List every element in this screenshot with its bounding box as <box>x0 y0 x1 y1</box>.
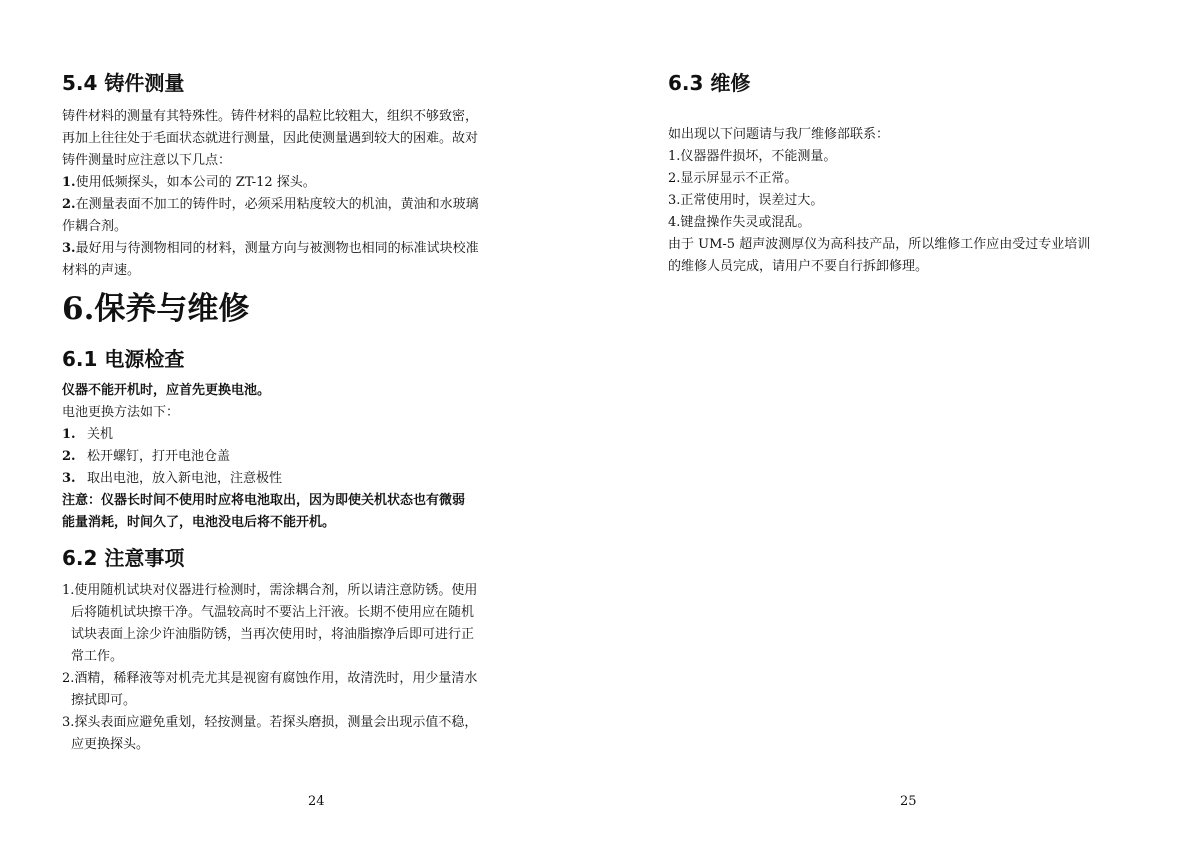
step-number: 3. <box>62 471 76 486</box>
paragraph-line: 铸件材料的测量有其特殊性。铸件材料的晶粒比较粗大，组织不够致密， <box>62 109 479 124</box>
section-6-1-title: 6.1 电源检查 <box>62 347 185 371</box>
paragraph-line: 铸件测量时应注意以下几点： <box>62 153 232 168</box>
battery-warning: 仪器不能开机时，应首先更换电池。 <box>62 383 271 398</box>
repair-condition: 2.显示屏显示不正常。 <box>668 171 798 186</box>
repair-condition: 3.正常使用时，误差过大。 <box>668 193 824 208</box>
paragraph-line: 再加上往往处于毛面状态就进行测量，因此使测量遇到较大的困难。故对 <box>62 131 479 146</box>
point-3 <box>62 238 479 260</box>
point-1 <box>62 172 479 194</box>
page-number-left: 24 <box>308 794 325 809</box>
section-6-2-title: 6.2 注意事项 <box>62 546 185 570</box>
section-6-2-body <box>62 580 477 756</box>
contact-intro: 如出现以下问题请与我厂维修部联系： <box>668 127 890 142</box>
page-number-right: 25 <box>900 794 917 809</box>
step-item <box>62 446 465 468</box>
note-line: 注意：仪器长时间不使用时应将电池取出，因为即使关机状态也有微弱 <box>62 493 466 508</box>
section-6-3-title: 6.3 维修 <box>668 71 751 95</box>
point-number: 1. <box>62 175 76 190</box>
section-6-3-body <box>668 124 1090 278</box>
precaution-item-1-continued: 试块表面上涂少许油脂防锈，当再次使用时，将油脂擦净后即可进行正 <box>71 627 475 642</box>
right-page <box>668 0 1146 848</box>
method-intro: 电池更换方法如下： <box>62 405 180 420</box>
section-5-4-body <box>62 106 479 282</box>
precaution-item-3: 3.探头表面应避免重划，轻按测量。若探头磨损，测量会出现示值不稳， <box>62 715 478 730</box>
step-number: 2. <box>62 449 76 464</box>
repair-note: 的维修人员完成，请用户不要自行拆卸修理。 <box>668 259 929 274</box>
precaution-item-2: 2.酒精，稀释液等对机壳尤其是视窗有腐蚀作用，故清洗时，用少量清水 <box>62 671 478 686</box>
point-3-continued: 材料的声速。 <box>62 263 141 278</box>
precaution-item-1: 1.使用随机试块对仪器进行检测时，需涂耦合剂，所以请注意防锈。使用 <box>62 583 478 598</box>
precaution-item-1-continued: 后将随机试块擦干净。气温较高时不要沾上汗液。长期不使用应在随机 <box>71 605 475 620</box>
precaution-item-2-continued: 擦拭即可。 <box>71 693 137 708</box>
left-page <box>62 0 538 848</box>
step-text: 松开螺钉，打开电池仓盖 <box>87 449 231 464</box>
note-line: 能量消耗，时间久了，电池没电后将不能开机。 <box>62 515 336 530</box>
chapter-6-title: 6.保养与维修 <box>62 291 250 327</box>
point-2-continued: 作耦合剂。 <box>62 219 128 234</box>
repair-note: 由于 UM-5 超声波测厚仪为高科技产品，所以维修工作应由受过专业培训 <box>668 237 1091 252</box>
section-6-1-body <box>62 380 465 534</box>
step-text: 取出电池，放入新电池，注意极性 <box>87 471 283 486</box>
precaution-item-3-continued: 应更换探头。 <box>71 737 150 752</box>
point-number: 3. <box>62 241 76 256</box>
step-text: 关机 <box>87 427 114 442</box>
repair-condition: 1.仪器器件损坏，不能测量。 <box>668 149 837 164</box>
step-number: 1. <box>62 427 76 442</box>
repair-condition: 4.键盘操作失灵或混乱。 <box>668 215 811 230</box>
point-text: 使用低频探头，如本公司的 ZT-12 探头。 <box>75 175 316 190</box>
point-2 <box>62 194 479 216</box>
point-text: 最好用与待测物相同的材料，测量方向与被测物也相同的标准试块校准 <box>75 241 479 256</box>
precaution-item-1-continued: 常工作。 <box>71 649 124 664</box>
step-item <box>62 424 465 446</box>
step-item <box>62 468 465 490</box>
point-text: 在测量表面不加工的铸件时，必须采用粘度较大的机油，黄油和水玻璃 <box>75 197 479 212</box>
point-number: 2. <box>62 197 76 212</box>
section-5-4-title: 5.4 铸件测量 <box>62 71 185 95</box>
